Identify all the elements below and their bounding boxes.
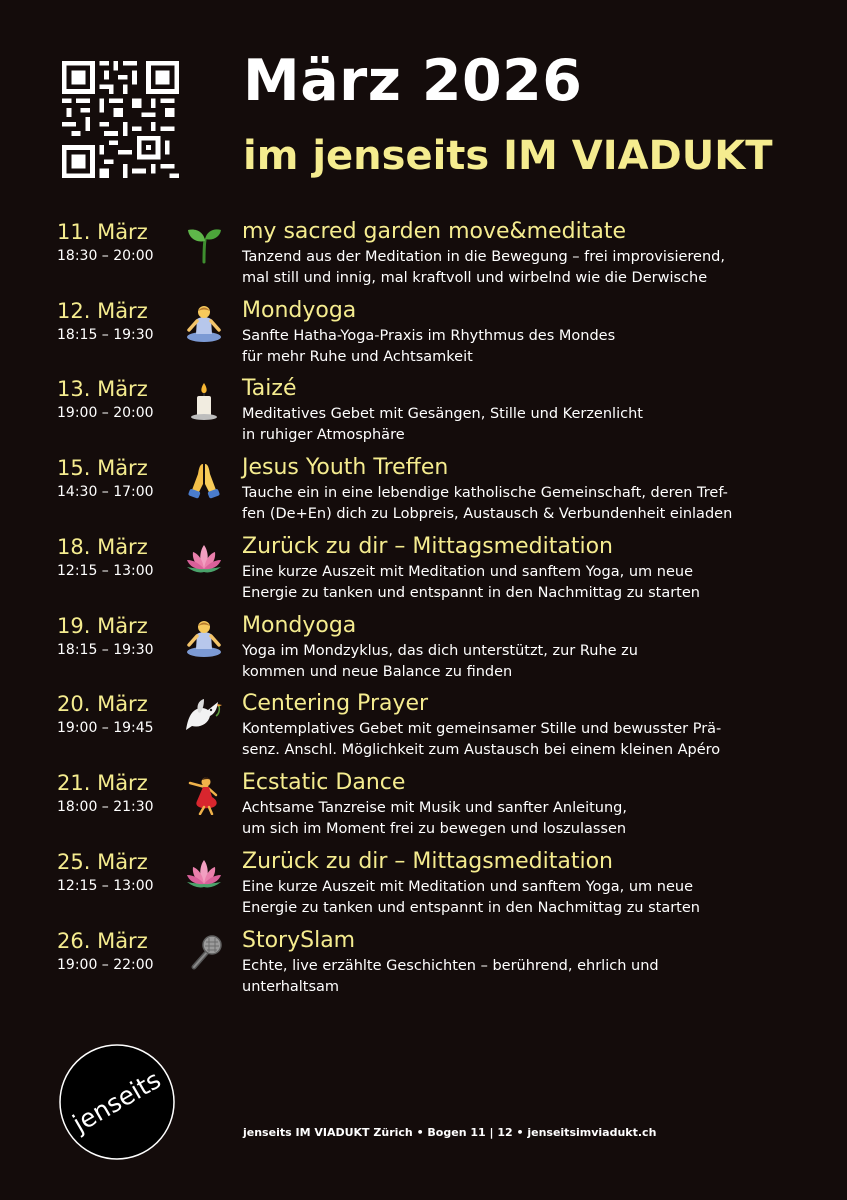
event-time: 12:15 – 13:00	[57, 563, 154, 579]
logo-text: jenseits	[67, 1064, 166, 1139]
event-title: StorySlam	[242, 928, 356, 953]
event-time: 18:30 – 20:00	[57, 248, 154, 264]
microphone-icon	[184, 933, 224, 973]
event-description	[242, 404, 802, 445]
qr-code-icon	[62, 61, 179, 178]
event-time: 19:00 – 20:00	[57, 405, 154, 421]
event-row	[0, 612, 847, 690]
event-description-line: Sanfte Hatha-Yoga-Praxis im Rhythmus des Mondes	[242, 328, 616, 344]
event-description	[242, 798, 802, 839]
event-row	[0, 927, 847, 1005]
event-description-line: Tanzend aus der Meditation in die Bewegung – frei improvisierend,	[242, 249, 725, 265]
event-description-line: um sich im Moment frei zu bewegen und loszulassen	[242, 820, 627, 837]
candle-icon	[184, 381, 224, 421]
event-description-line: in ruhiger Atmosphäre	[242, 426, 405, 443]
event-row	[0, 218, 847, 296]
event-date: 15. März	[57, 456, 148, 480]
event-time: 14:30 – 17:00	[57, 484, 154, 500]
event-description-line: Echte, live erzählte Geschichten – berührend, ehrlich und	[242, 958, 659, 974]
event-description-line: senz. Anschl. Möglichkeit zum Austausch bei einem kleinen Apéro	[242, 741, 721, 758]
event-description-line: Kontemplatives Gebet mit gemeinsamer Stille und bewusster Prä-	[242, 721, 722, 737]
event-title: my sacred garden move&meditate	[242, 219, 626, 244]
event-description	[242, 641, 802, 682]
event-title: Centering Prayer	[242, 691, 429, 716]
event-description-line: Meditatives Gebet mit Gesängen, Stille und Kerzenlicht	[242, 406, 643, 422]
event-description	[242, 326, 802, 367]
event-time: 19:00 – 19:45	[57, 720, 154, 736]
page-subtitle: im jenseits IM VIADUKT	[243, 133, 773, 179]
event-description	[242, 719, 802, 760]
seedling-icon	[184, 224, 224, 264]
event-row	[0, 690, 847, 768]
event-title: Ecstatic Dance	[242, 770, 406, 795]
event-date: 18. März	[57, 535, 148, 559]
dove-icon	[184, 696, 224, 736]
lotus-icon	[184, 854, 224, 894]
event-title: Mondyoga	[242, 613, 357, 638]
event-description-line: Eine kurze Auszeit mit Meditation und sanftem Yoga, um neue	[242, 879, 694, 895]
event-description	[242, 956, 802, 997]
event-date: 20. März	[57, 692, 148, 716]
event-date: 21. März	[57, 771, 148, 795]
event-row	[0, 533, 847, 611]
event-row	[0, 848, 847, 926]
event-description-line: unterhaltsam	[242, 978, 340, 995]
event-description-line: mal still und innig, mal kraftvoll und wirbelnd wie die Derwische	[242, 269, 708, 286]
jenseits-logo	[58, 1043, 176, 1161]
event-title: Zurück zu dir – Mittagsmeditation	[242, 849, 613, 874]
event-date: 26. März	[57, 929, 148, 953]
meditating-person-icon	[184, 618, 224, 658]
event-date: 13. März	[57, 377, 148, 401]
event-description-line: Eine kurze Auszeit mit Meditation und sanftem Yoga, um neue	[242, 564, 694, 580]
event-description-line: Energie zu tanken und entspannt in den Nachmittag zu starten	[242, 584, 700, 601]
event-time: 18:15 – 19:30	[57, 642, 154, 658]
event-time: 18:00 – 21:30	[57, 799, 154, 815]
event-row	[0, 454, 847, 532]
event-title: Zurück zu dir – Mittagsmeditation	[242, 534, 613, 559]
event-time: 18:15 – 19:30	[57, 327, 154, 343]
event-description	[242, 247, 802, 288]
event-description	[242, 562, 802, 603]
event-title: Jesus Youth Treffen	[242, 455, 449, 480]
event-description	[242, 483, 802, 524]
event-description-line: Energie zu tanken und entspannt in den Nachmittag zu starten	[242, 899, 700, 916]
event-date: 19. März	[57, 614, 148, 638]
dancer-icon	[184, 775, 224, 815]
event-date: 12. März	[57, 299, 148, 323]
event-description	[242, 877, 802, 918]
footer-address: jenseits IM VIADUKT Zürich • Bogen 11 | 12 • jenseitsimviadukt.ch	[243, 1126, 657, 1139]
event-description-line: kommen und neue Balance zu finden	[242, 663, 513, 680]
event-row	[0, 769, 847, 847]
event-description-line: Tauche ein in eine lebendige katholische Gemeinschaft, deren Tref-	[242, 485, 728, 501]
praying-hands-icon	[184, 460, 224, 500]
page-title: März 2026	[243, 48, 583, 114]
event-date: 11. März	[57, 220, 148, 244]
event-description-line: Achtsame Tanzreise mit Musik und sanfter Anleitung,	[242, 800, 627, 816]
event-row	[0, 297, 847, 375]
event-time: 19:00 – 22:00	[57, 957, 154, 973]
event-description-line: für mehr Ruhe und Achtsamkeit	[242, 348, 473, 365]
event-row	[0, 375, 847, 453]
meditating-person-icon	[184, 303, 224, 343]
event-title: Taizé	[242, 376, 297, 401]
event-date: 25. März	[57, 850, 148, 874]
lotus-icon	[184, 539, 224, 579]
event-description-line: Yoga im Mondzyklus, das dich unterstützt, zur Ruhe zu	[242, 643, 638, 659]
event-description-line: fen (De+En) dich zu Lobpreis, Austausch & Verbundenheit einladen	[242, 505, 733, 522]
event-title: Mondyoga	[242, 298, 357, 323]
event-time: 12:15 – 13:00	[57, 878, 154, 894]
